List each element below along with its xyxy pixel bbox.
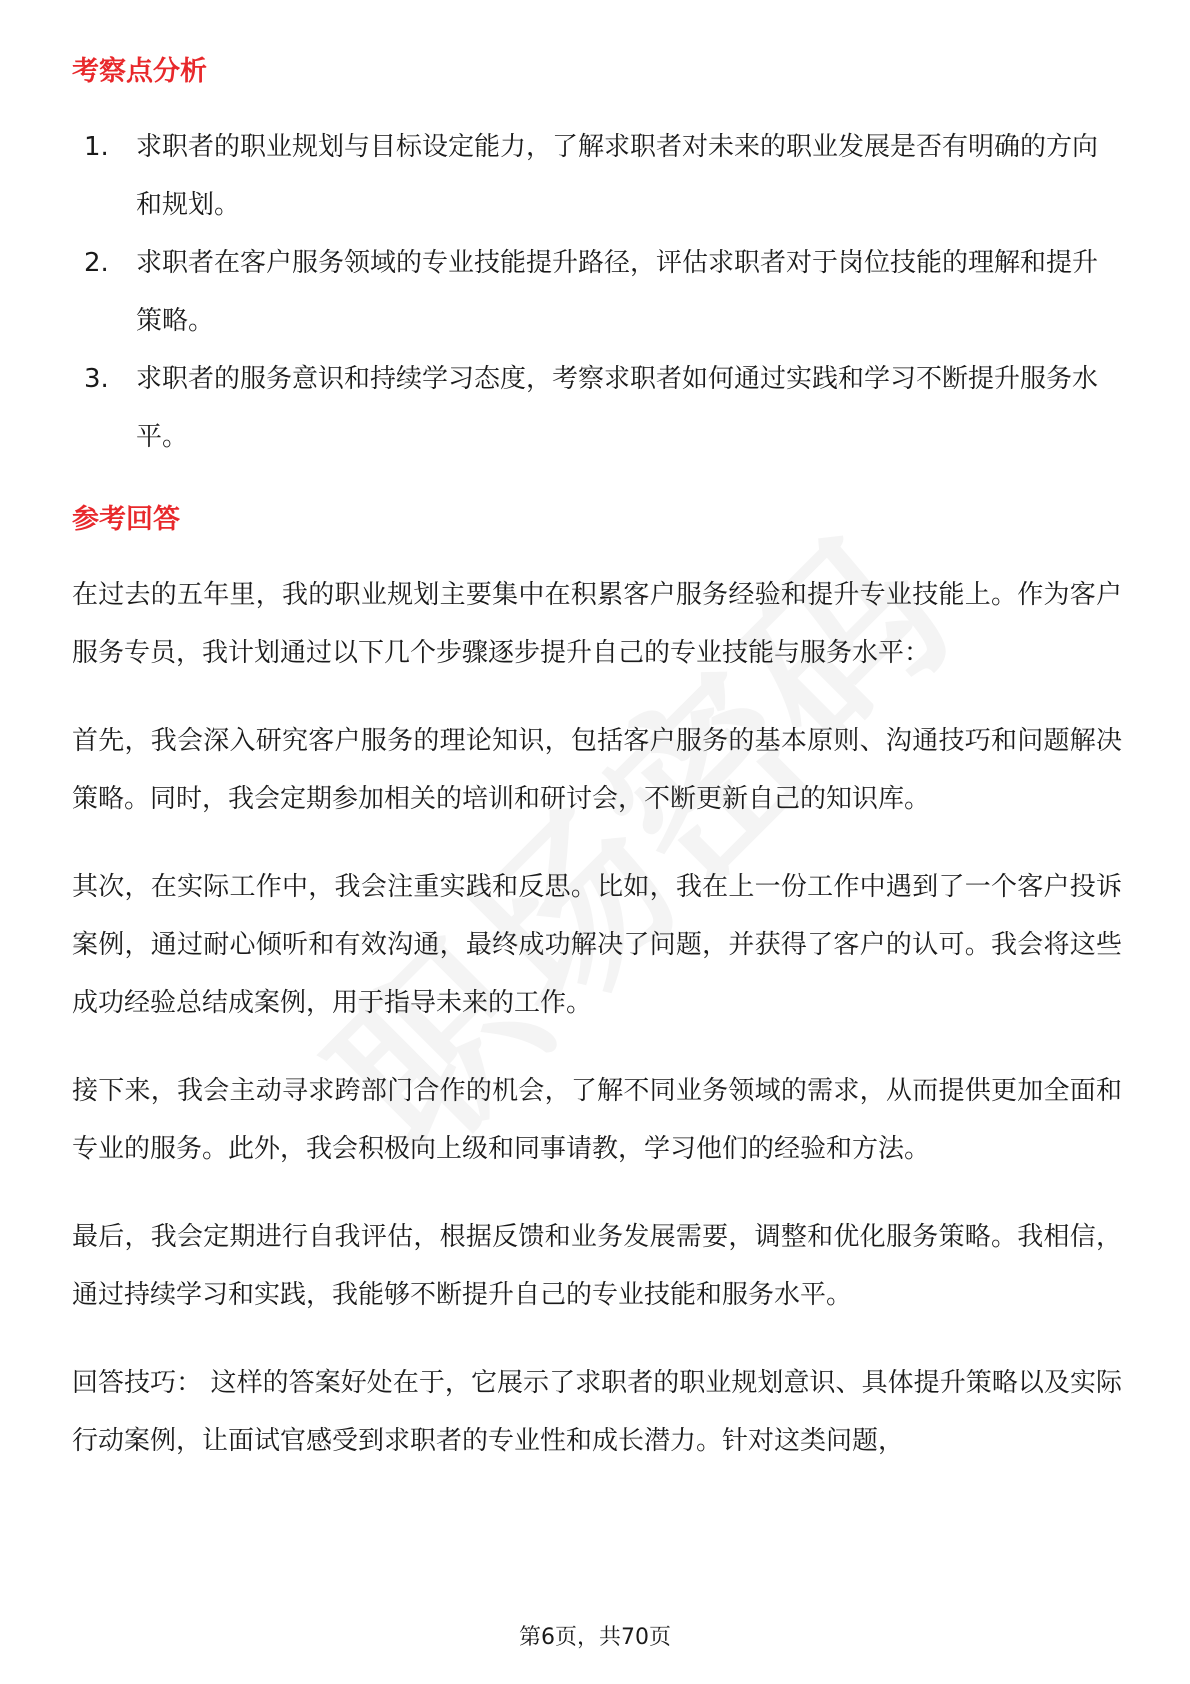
answer-heading: 参考回答 [72, 504, 180, 535]
list-text: 求职者的职业规划与目标设定能力，了解求职者对未来的职业发展是否有明确的方向和规划。 [136, 132, 1099, 220]
answer-tips-paragraph: 回答技巧： 这样的答案好处在于，它展示了求职者的职业规划意识、具体提升策略以及实际行动案例，让面试官感受到求职者的专业性和成长潜力。针对这类问题， [72, 1368, 1122, 1456]
list-item [72, 350, 1122, 466]
answer-paragraph: 其次，在实际工作中，我会注重实践和反思。比如，我在上一份工作中遇到了一个客户投诉案例，通过耐心倾听和有效沟通，最终成功解决了问题，并获得了客户的认可。我会将这些成功经验总结成案例，用于指导未来的工作。 [72, 872, 1122, 1018]
answer-paragraph: 在过去的五年里，我的职业规划主要集中在积累客户服务经验和提升专业技能上。作为客户服务专员，我计划通过以下几个步骤逐步提升自己的专业技能与服务水平： [72, 580, 1122, 668]
list-text: 求职者的服务意识和持续学习态度，考察求职者如何通过实践和学习不断提升服务水平。 [136, 364, 1099, 452]
list-number: 1. [84, 132, 109, 162]
list-item [72, 118, 1122, 234]
page-number-footer: 第6页，共70页 [519, 1625, 671, 1650]
list-text: 求职者在客户服务领域的专业技能提升路径，评估求职者对于岗位技能的理解和提升策略。 [136, 248, 1099, 336]
document-page [72, 48, 1122, 1500]
answer-paragraph: 最后，我会定期进行自我评估，根据反馈和业务发展需要，调整和优化服务策略。我相信，通过持续学习和实践，我能够不断提升自己的专业技能和服务水平。 [72, 1222, 1122, 1310]
answer-paragraph: 接下来，我会主动寻求跨部门合作的机会，了解不同业务领域的需求，从而提供更加全面和专业的服务。此外，我会积极向上级和同事请教，学习他们的经验和方法。 [72, 1076, 1122, 1164]
answer-paragraph: 首先，我会深入研究客户服务的理论知识，包括客户服务的基本原则、沟通技巧和问题解决策略。同时，我会定期参加相关的培训和研讨会，不断更新自己的知识库。 [72, 726, 1122, 814]
list-item [72, 234, 1122, 350]
list-number: 3. [84, 364, 109, 394]
list-number: 2. [84, 248, 109, 278]
analysis-heading: 考察点分析 [72, 56, 207, 87]
analysis-list [72, 118, 1122, 466]
